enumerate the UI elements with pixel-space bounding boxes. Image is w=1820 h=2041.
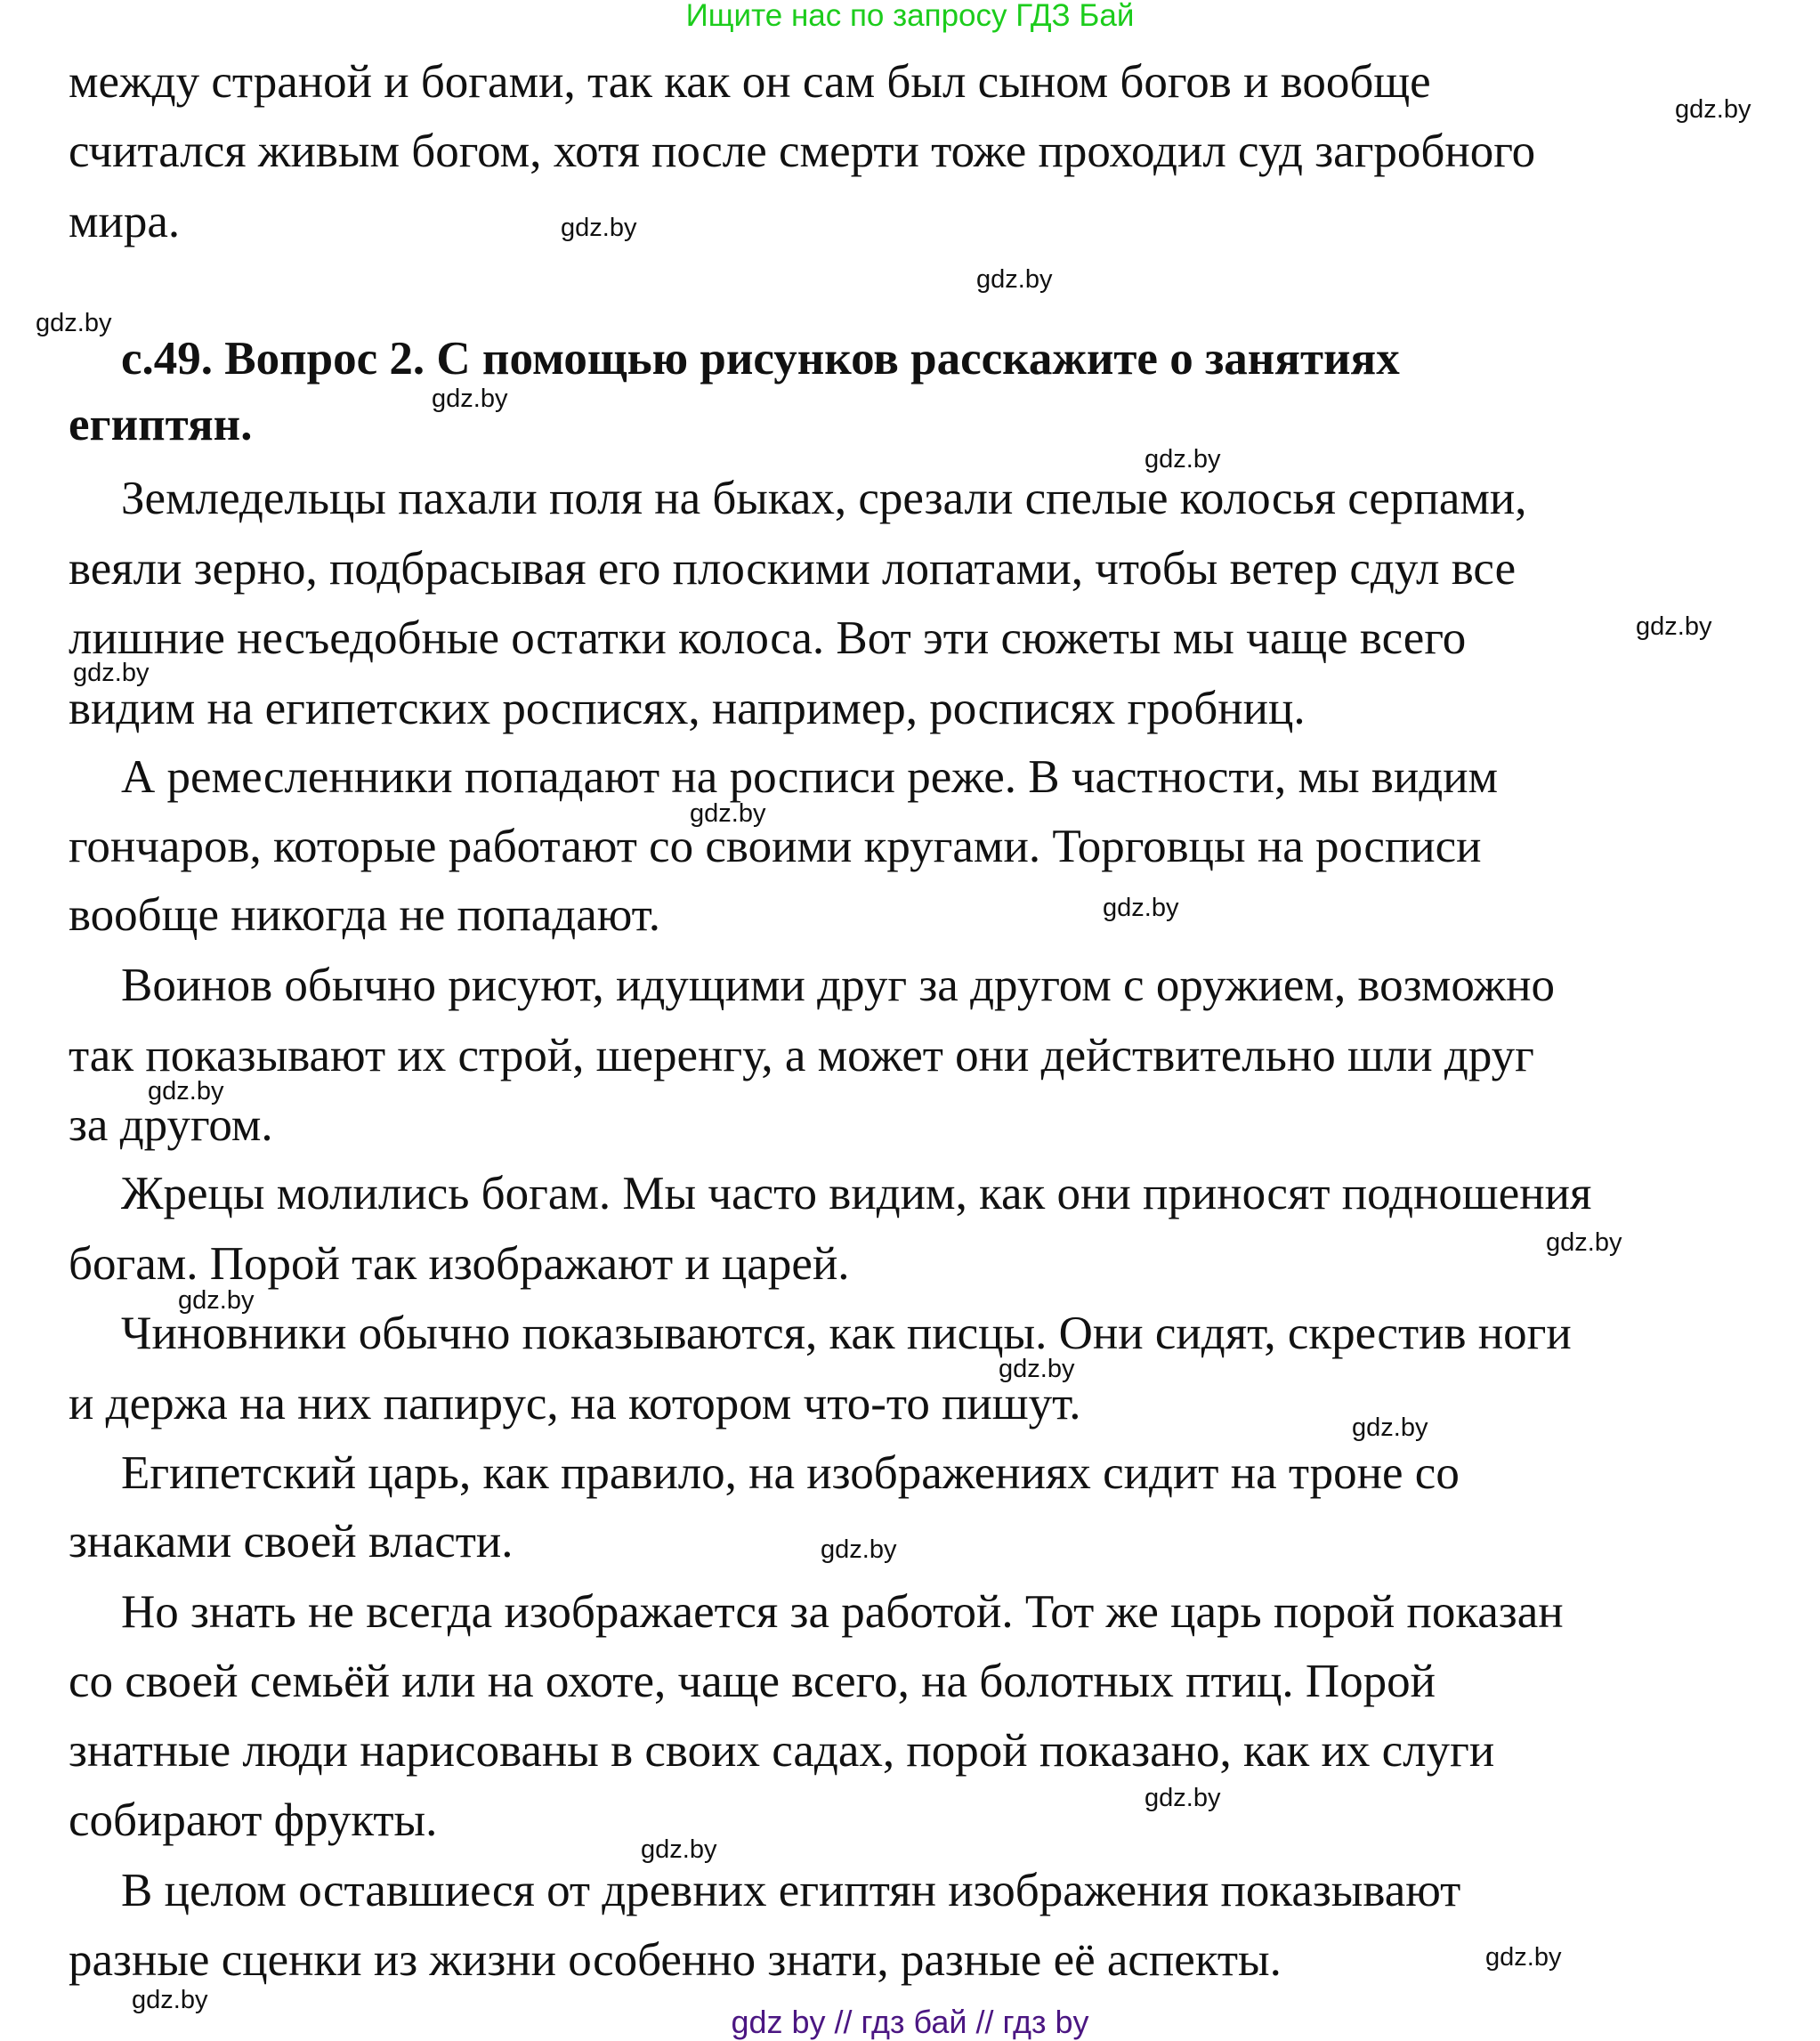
question-heading-line: египтян. [69,399,253,450]
watermark-text: gdz.by [1636,612,1712,641]
text-line: знатные люди нарисованы в своих садах, порой показано, как их слуги [69,1725,1495,1777]
text-line: разные сценки из жизни особенно знати, разные её аспекты. [69,1934,1282,1986]
watermark-text: gdz.by [561,214,637,242]
watermark-text: gdz.by [1145,445,1221,474]
text-line: мира. [69,196,181,247]
watermark-text: gdz.by [1352,1413,1428,1442]
text-line: считался живым богом, хотя после смерти тоже проходил суд загробного [69,126,1536,177]
watermark-text: gdz.by [1675,95,1751,124]
watermark-text: gdz.by [1485,1943,1562,1972]
text-line: Чиновники обычно показываются, как писцы. Они сидят, скрестив ноги [121,1308,1572,1359]
watermark-text: gdz.by [178,1286,255,1315]
text-line: Земледельцы пахали поля на быках, срезали спелые колосья серпами, [121,473,1527,524]
watermark-text: gdz.by [36,309,112,337]
watermark-text: gdz.by [976,265,1053,294]
text-line: вообще никогда не попадают. [69,889,661,941]
text-line: между страной и богами, так как он сам был сыном богов и вообще [69,56,1431,108]
text-line: лишние несъедобные остатки колоса. Вот эти сюжеты мы чаще всего [69,612,1467,664]
text-line: В целом оставшиеся от древних египтян изображения показывают [121,1865,1461,1916]
text-line: А ремесленники попадают на росписи реже. В частности, мы видим [121,751,1499,803]
watermark-text: gdz.by [148,1077,224,1106]
footer-watermark: gdz by // гдз бай // гдз by [731,2004,1089,2040]
watermark-text: gdz.by [1145,1784,1221,1812]
watermark-text: gdz.by [999,1355,1075,1383]
text-line: Но знать не всегда изображается за работой. Тот же царь порой показан [121,1586,1564,1638]
watermark-text: gdz.by [1103,894,1179,922]
text-line: Воинов обычно рисуют, идущими друг за другом с оружием, возможно [121,960,1556,1011]
text-line: видим на египетских росписях, например, росписях гробниц. [69,683,1306,734]
text-line: знаками своей власти. [69,1516,514,1567]
text-line: веяли зерно, подбрасывая его плоскими лопатами, чтобы ветер сдул все [69,543,1517,595]
text-line: Египетский царь, как правило, на изображениях сидит на троне со [121,1447,1460,1499]
watermark-text: gdz.by [821,1535,897,1564]
text-line: за другом. [69,1099,273,1151]
text-line: со своей семьёй или на охоте, чаще всего, на болотных птиц. Порой [69,1656,1436,1707]
text-line: так показывают их строй, шеренгу, а может они действительно шли друг [69,1030,1534,1081]
question-heading-line: с.49. Вопрос 2. С помощью рисунков расскажите о занятиях [121,333,1400,385]
text-line: Жрецы молились богам. Мы часто видим, как они приносят подношения [121,1168,1592,1219]
watermark-text: gdz.by [432,385,508,413]
text-line: богам. Порой так изображают и царей. [69,1238,850,1290]
watermark-text: gdz.by [641,1835,717,1864]
text-line: собирают фрукты. [69,1794,438,1846]
watermark-text: gdz.by [132,1986,208,2014]
watermark-text: gdz.by [690,799,766,828]
watermark-text: gdz.by [73,659,150,687]
search-banner: Ищите нас по запросу ГДЗ Бай [685,0,1135,33]
text-line: гончаров, которые работают со своими кругами. Торговцы на росписи [69,821,1482,872]
text-line: и держа на них папирус, на котором что-то пишут. [69,1378,1081,1430]
watermark-text: gdz.by [1546,1228,1622,1257]
